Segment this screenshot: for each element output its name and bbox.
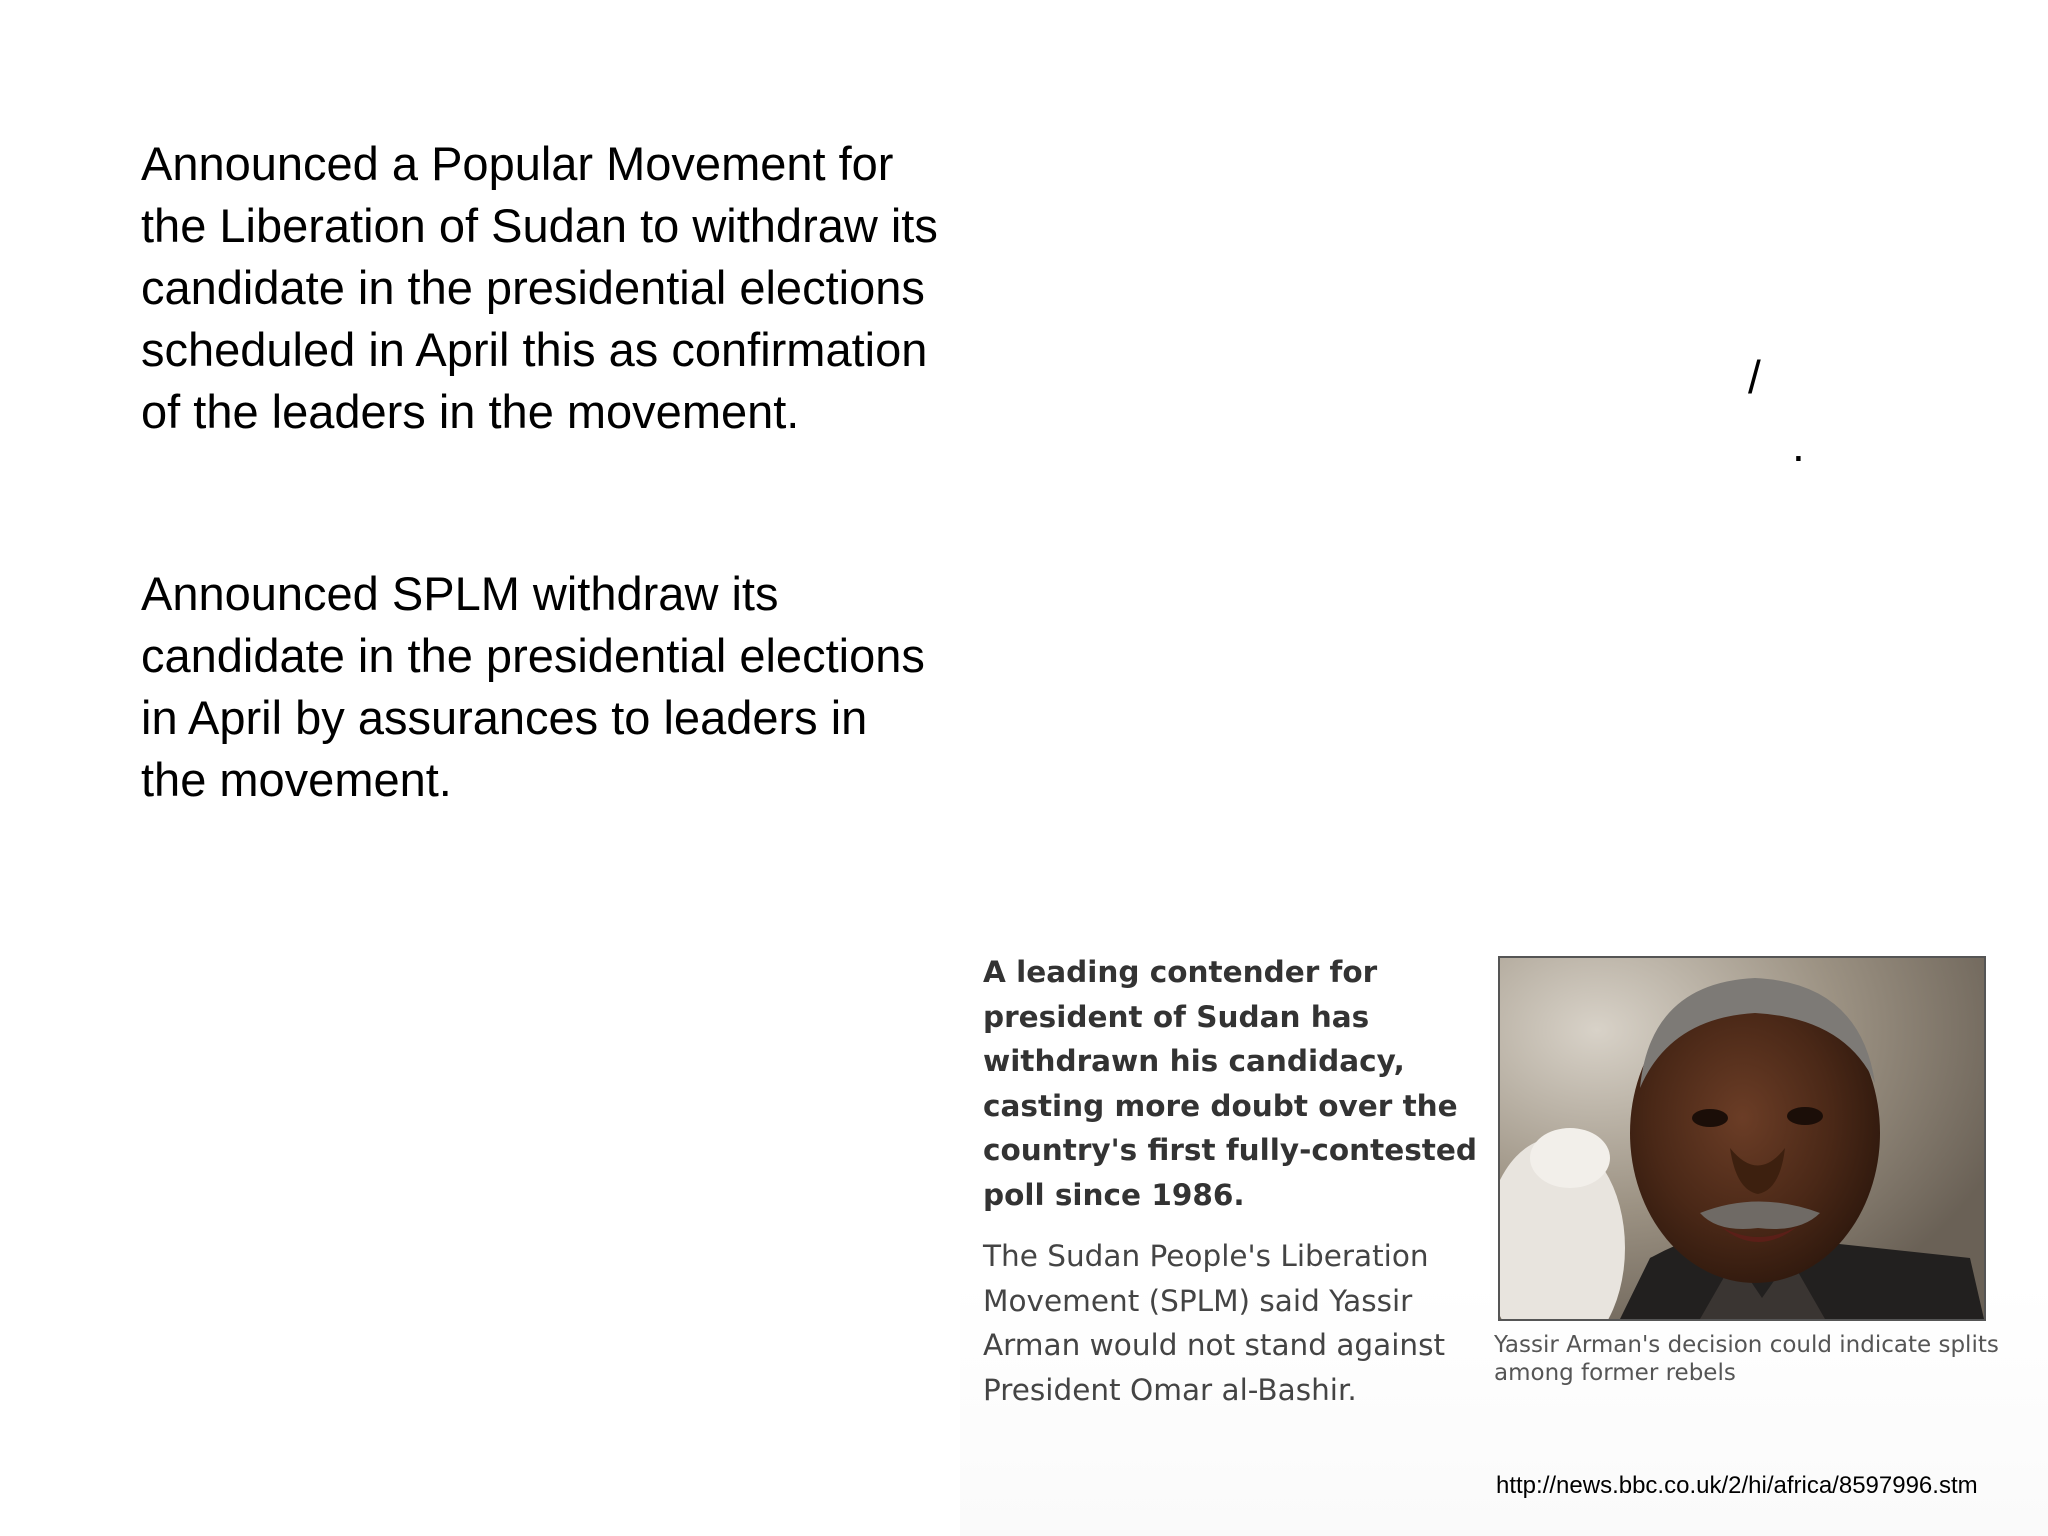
paragraph-splm-withdraw: Announced SPLM withdraw its candidate in the presidential elections in April by assurances to leaders in the movement. xyxy=(141,567,925,806)
stray-dot: . xyxy=(1792,419,1805,471)
stray-slash: / xyxy=(1748,351,1761,403)
photo-caption: Yassir Arman's decision could indicate splits among former rebels xyxy=(1494,1332,1999,1386)
portrait-illustration xyxy=(1500,958,1984,1319)
clipping-headline: A leading contender for president of Sudan has withdrawn his candidacy, casting more doubt over the country's first fully-contested poll since 1986. xyxy=(983,955,1478,1212)
paragraph-popular-movement: Announced a Popular Movement for the Liberation of Sudan to withdraw its candidate in the presidential elections scheduled in April this as confirmation of the leaders in the movement. xyxy=(141,137,938,438)
source-url-link[interactable]: http://news.bbc.co.uk/2/hi/africa/8597996.stm xyxy=(1496,1472,1978,1499)
clipping-body: The Sudan People's Liberation Movement (SPLM) said Yassir Arman would not stand against President Omar al-Bashir. xyxy=(983,1239,1446,1407)
portrait-photo xyxy=(1498,956,1986,1321)
